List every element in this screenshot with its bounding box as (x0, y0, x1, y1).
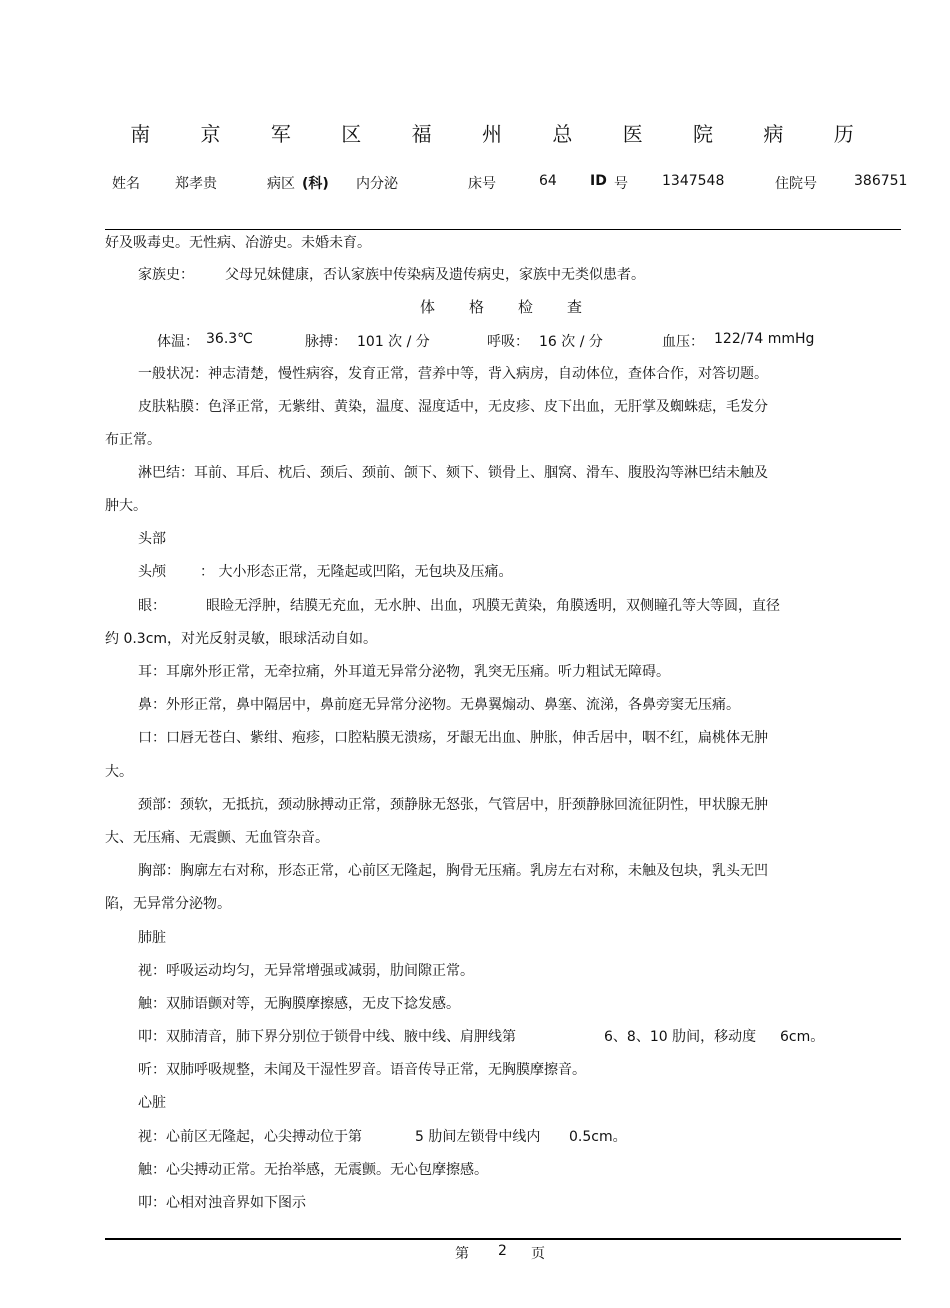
header-divider (105, 229, 901, 230)
family-history-text: 父母兄妹健康，否认家族中传染病及遗传病史，家族中无类似患者。 (225, 267, 645, 283)
heart-heading: 心脏 (138, 1095, 166, 1111)
skin-line-1: 皮肤粘膜：色泽正常，无紫绀、黄染，温度、湿度适中，无皮疹、皮下出血，无肝掌及蜘蛛痣，毛发分 (138, 399, 768, 415)
page-prefix: 第 (455, 1246, 469, 1262)
pulse-value: 101 次 / 分 (357, 334, 430, 350)
mouth-line-2: 大。 (105, 764, 133, 780)
neck-line-2: 大、无压痛、无震颤、无血管杂音。 (105, 830, 329, 846)
page-suffix: 页 (531, 1246, 545, 1262)
head-heading: 头部 (138, 531, 166, 547)
nose-line: 鼻：外形正常，鼻中隔居中，鼻前庭无异常分泌物。无鼻翼煽动、鼻塞、流涕，各鼻旁窦无压痛。 (138, 697, 740, 713)
ward-label: 病区 (267, 176, 295, 192)
admission-label: 住院号 (775, 176, 817, 192)
skull-text: ： 大小形态正常，无隆起或凹陷，无包块及压痛。 (200, 564, 513, 580)
heart-palpation: 触：心尖搏动正常。无抬举感，无震颤。无心包摩擦感。 (138, 1162, 488, 1178)
lung-auscultation: 听：双肺呼吸规整，未闻及干湿性罗音。语音传导正常，无胸膜摩擦音。 (138, 1062, 586, 1078)
id-label-bold: ID (590, 173, 607, 189)
bed-value: 64 (539, 173, 557, 189)
neck-line-1: 颈部：颈软，无抵抗，颈动脉搏动正常，颈静脉无怒张，气管居中，肝颈静脉回流征阴性，甲状腺无肿 (138, 797, 768, 813)
heart-inspection-b: 5 肋间左锁骨中线内 (415, 1129, 541, 1145)
heart-inspection-c: 0.5cm。 (569, 1129, 627, 1145)
temperature-value: 36.3℃ (206, 331, 253, 347)
history-line: 好及吸毒史。无性病、冶游史。未婚未育。 (105, 235, 371, 251)
lymph-line-2: 肿大。 (105, 498, 147, 514)
skull-label: 头颅 (138, 564, 166, 580)
family-history-label: 家族史： (138, 267, 194, 283)
chest-line-1: 胸部：胸廓左右对称，形态正常，心前区无隆起，胸骨无压痛。乳房左右对称，未触及包块，乳头无凹 (138, 863, 768, 879)
lymph-line-1: 淋巴结：耳前、耳后、枕后、颈后、颈前、颌下、颏下、锁骨上、腘窝、滑车、腹股沟等淋巴结未触及 (138, 465, 768, 481)
mouth-line-1: 口：口唇无苍白、紫绀、疱疹，口腔粘膜无溃疡，牙龈无出血、肿胀，伸舌居中，咽不红，扁桃体无肿 (138, 730, 768, 746)
id-value: 1347548 (662, 173, 725, 189)
section-title: 体格检查 (420, 298, 617, 316)
blood-pressure-label: 血压： (662, 334, 704, 350)
skin-line-2: 布正常。 (105, 432, 161, 448)
eye-text: 眼睑无浮肿，结膜无充血，无水肿、出血，巩膜无黄染，角膜透明，双侧瞳孔等大等圆，直径 (206, 598, 780, 614)
name-value: 郑孝贵 (175, 176, 217, 192)
footer-divider (105, 1238, 901, 1240)
heart-inspection-a: 视：心前区无隆起，心尖搏动位于第 (138, 1129, 362, 1145)
lung-percussion-c: 6cm。 (780, 1029, 825, 1045)
lung-percussion-a: 叩：双肺清音，肺下界分别位于锁骨中线、腋中线、肩胛线第 (138, 1029, 516, 1045)
eye-line-2: 约 0.3cm，对光反射灵敏，眼球活动自如。 (105, 631, 378, 647)
respiration-label: 呼吸： (487, 334, 529, 350)
lung-inspection: 视：呼吸运动均匀，无异常增强或减弱，肋间隙正常。 (138, 963, 474, 979)
general-status: 一般状况：神志清楚，慢性病容，发育正常，营养中等，背入病房，自动体位，查体合作，对答切题。 (138, 366, 768, 382)
ward-label-suffix: (科) (302, 176, 329, 192)
chest-line-2: 陷，无异常分泌物。 (105, 896, 231, 912)
lung-heading: 肺脏 (138, 930, 166, 946)
name-label: 姓名 (112, 176, 140, 192)
ear-line: 耳：耳廓外形正常，无牵拉痛，外耳道无异常分泌物，乳突无压痛。听力粗试无障碍。 (138, 664, 670, 680)
lung-percussion-b: 6、8、10 肋间，移动度 (604, 1029, 757, 1045)
blood-pressure-value: 122/74 mmHg (714, 331, 815, 347)
temperature-label: 体温： (157, 334, 199, 350)
ward-value: 内分泌 (356, 176, 398, 192)
bed-label: 床号 (468, 176, 496, 192)
lung-palpation: 触：双肺语颤对等，无胸膜摩擦感，无皮下捻发感。 (138, 996, 460, 1012)
page-number-value: 2 (498, 1243, 507, 1259)
respiration-value: 16 次 / 分 (539, 334, 603, 350)
record-title: 南 京 军 区 福 州 总 医 院 病 历 (130, 122, 876, 146)
eye-label: 眼： (138, 598, 166, 614)
id-label: 号 (614, 176, 628, 192)
pulse-label: 脉搏： (305, 334, 347, 350)
heart-percussion: 叩：心相对浊音界如下图示 (138, 1195, 306, 1211)
admission-value: 386751 (854, 173, 908, 189)
